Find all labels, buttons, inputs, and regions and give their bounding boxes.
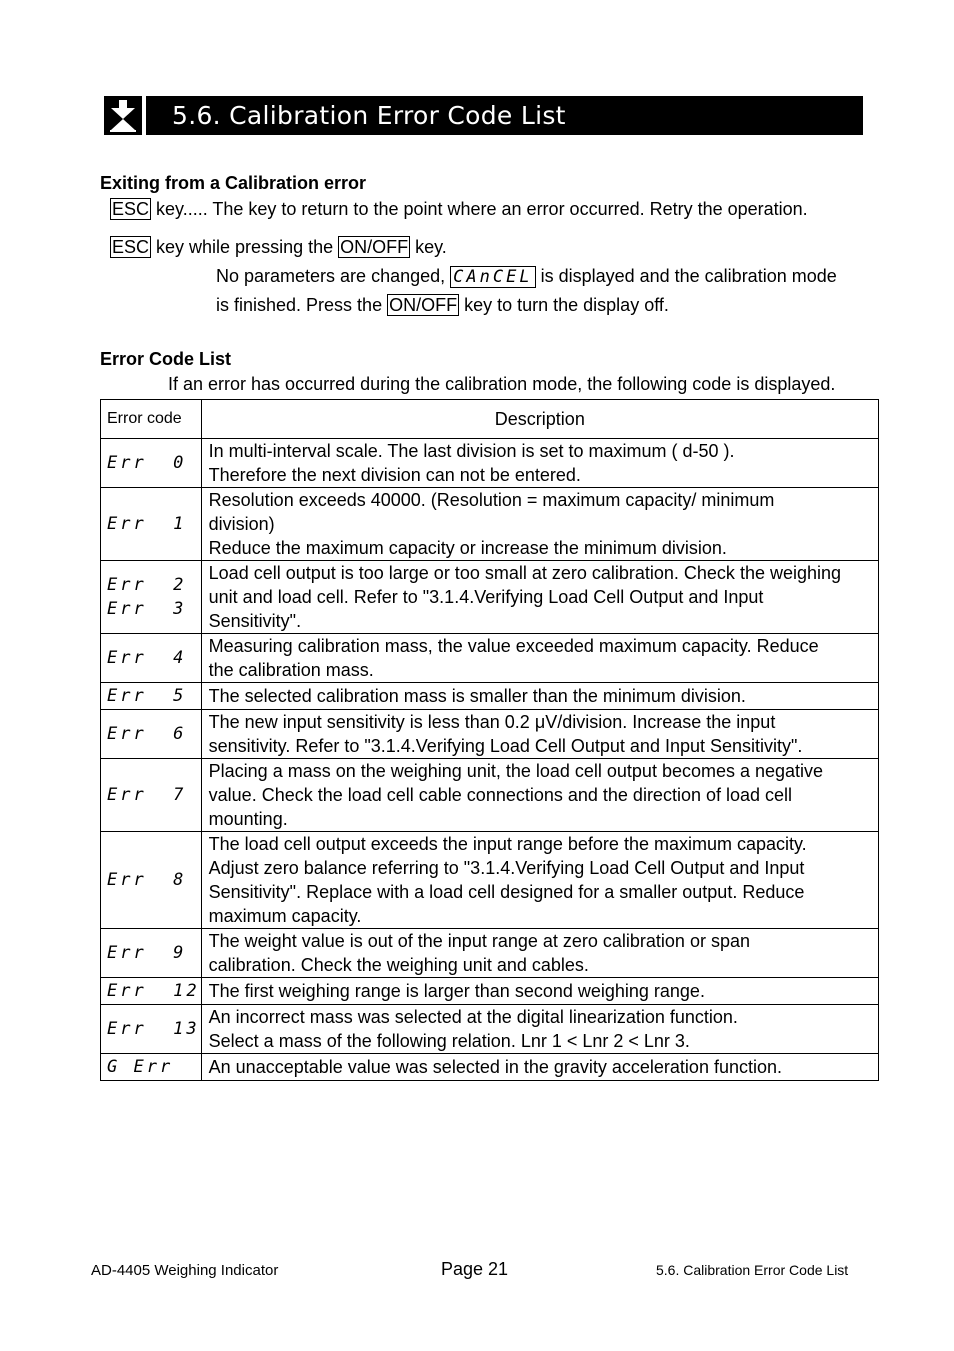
error-code: Err 0 [101, 439, 202, 488]
error-description: The selected calibration mass is smaller than the minimum division. [201, 683, 878, 710]
error-code: Err 8 [101, 832, 202, 929]
error-list-intro: If an error has occurred during the calibration mode, the following code is displayed. [168, 374, 836, 394]
esc-key: ESC [112, 237, 150, 257]
exit-line-3: No parameters are changed, CAnCEL is displayed and the calibration mode [216, 266, 837, 287]
column-header-code: Error code [101, 400, 202, 439]
error-description: Measuring calibration mass, the value exceeded maximum capacity. Reduce the calibration mass. [201, 634, 878, 683]
error-code: Err 9 [101, 929, 202, 978]
exit-heading: Exiting from a Calibration error [100, 173, 367, 193]
error-description: The weight value is out of the input range at zero calibration or span calibration. Check the weighing unit and cables. [201, 929, 878, 978]
error-description: The new input sensitivity is less than 0.2 μV/division. Increase the input sensitivity. Refer to "3.1.4.Verifying Load Cell Output and Input Sensitivity". [201, 710, 878, 759]
error-description: An unacceptable value was selected in the gravity acceleration function. [201, 1054, 878, 1081]
table-row [101, 929, 879, 978]
error-description: The load cell output exceeds the input range before the maximum capacity. Adjust zero balance referring to "3.1.4.Verifying Load Cell Output and Input Sensitivity". Replace with a load cell designed for a smaller output. Reduce maximum capacity. [201, 832, 878, 929]
table-row [101, 634, 879, 683]
error-code: Err 12 [101, 978, 202, 1005]
table-row [101, 683, 879, 710]
error-code: Err 4 [101, 634, 202, 683]
table-header-row [101, 400, 879, 439]
exit-line-1: ESC key..... The key to return to the point where an error occurred. Retry the operation. [112, 199, 808, 219]
error-code: G Err [101, 1054, 202, 1081]
error-code: Err 13 [101, 1005, 202, 1054]
error-code: Err 6 [101, 710, 202, 759]
error-code-table [100, 399, 879, 1081]
error-code: Err 2 Err 3 [101, 561, 202, 634]
page-title: 5.6. Calibration Error Code List [172, 101, 566, 130]
error-list-heading: Error Code List [100, 349, 232, 369]
table-row [101, 1054, 879, 1081]
table-row [101, 561, 879, 634]
esc-key: ESC [112, 199, 150, 219]
table-row [101, 439, 879, 488]
cancel-display: CAnCEL [450, 266, 535, 288]
calibration-icon [104, 96, 146, 135]
error-description: Resolution exceeds 40000. (Resolution = maximum capacity/ minimum division) Reduce the maximum capacity or increase the minimum division. [201, 488, 878, 561]
error-description: Placing a mass on the weighing unit, the load cell output becomes a negative value. Check the load cell cable connections and the direction of load cell mounting. [201, 759, 878, 832]
table-row [101, 488, 879, 561]
table-row [101, 1005, 879, 1054]
section-banner [104, 96, 863, 135]
table-row [101, 710, 879, 759]
exit-line-4: is finished. Press the ON/OFF key to turn the display off. [216, 295, 669, 315]
table-row [101, 978, 879, 1005]
error-description: The first weighing range is larger than second weighing range. [201, 978, 878, 1005]
table-row [101, 832, 879, 929]
page-number: Page 21 [441, 1259, 509, 1279]
error-description: Load cell output is too large or too small at zero calibration. Check the weighing unit and load cell. Refer to "3.1.4.Verifying Load Cell Output and Input Sensitivity". [201, 561, 878, 634]
on-off-key: ON/OFF [389, 295, 458, 315]
footer-left: AD-4405 Weighing Indicator [91, 1262, 279, 1279]
on-off-key: ON/OFF [340, 237, 409, 257]
error-code: Err 7 [101, 759, 202, 832]
error-description: In multi-interval scale. The last division is set to maximum ( d-50 ). Therefore the next division can not be entered. [201, 439, 878, 488]
exit-line-2: ESC key while pressing the ON/OFF key. [112, 237, 447, 257]
error-description: An incorrect mass was selected at the digital linearization function. Select a mass of the following relation. Lnr 1 < Lnr 2 < Lnr 3. [201, 1005, 878, 1054]
table-row [101, 759, 879, 832]
error-code: Err 1 [101, 488, 202, 561]
column-header-description: Description [201, 400, 878, 439]
error-code: Err 5 [101, 683, 202, 710]
footer-right: 5.6. Calibration Error Code List [656, 1262, 849, 1278]
